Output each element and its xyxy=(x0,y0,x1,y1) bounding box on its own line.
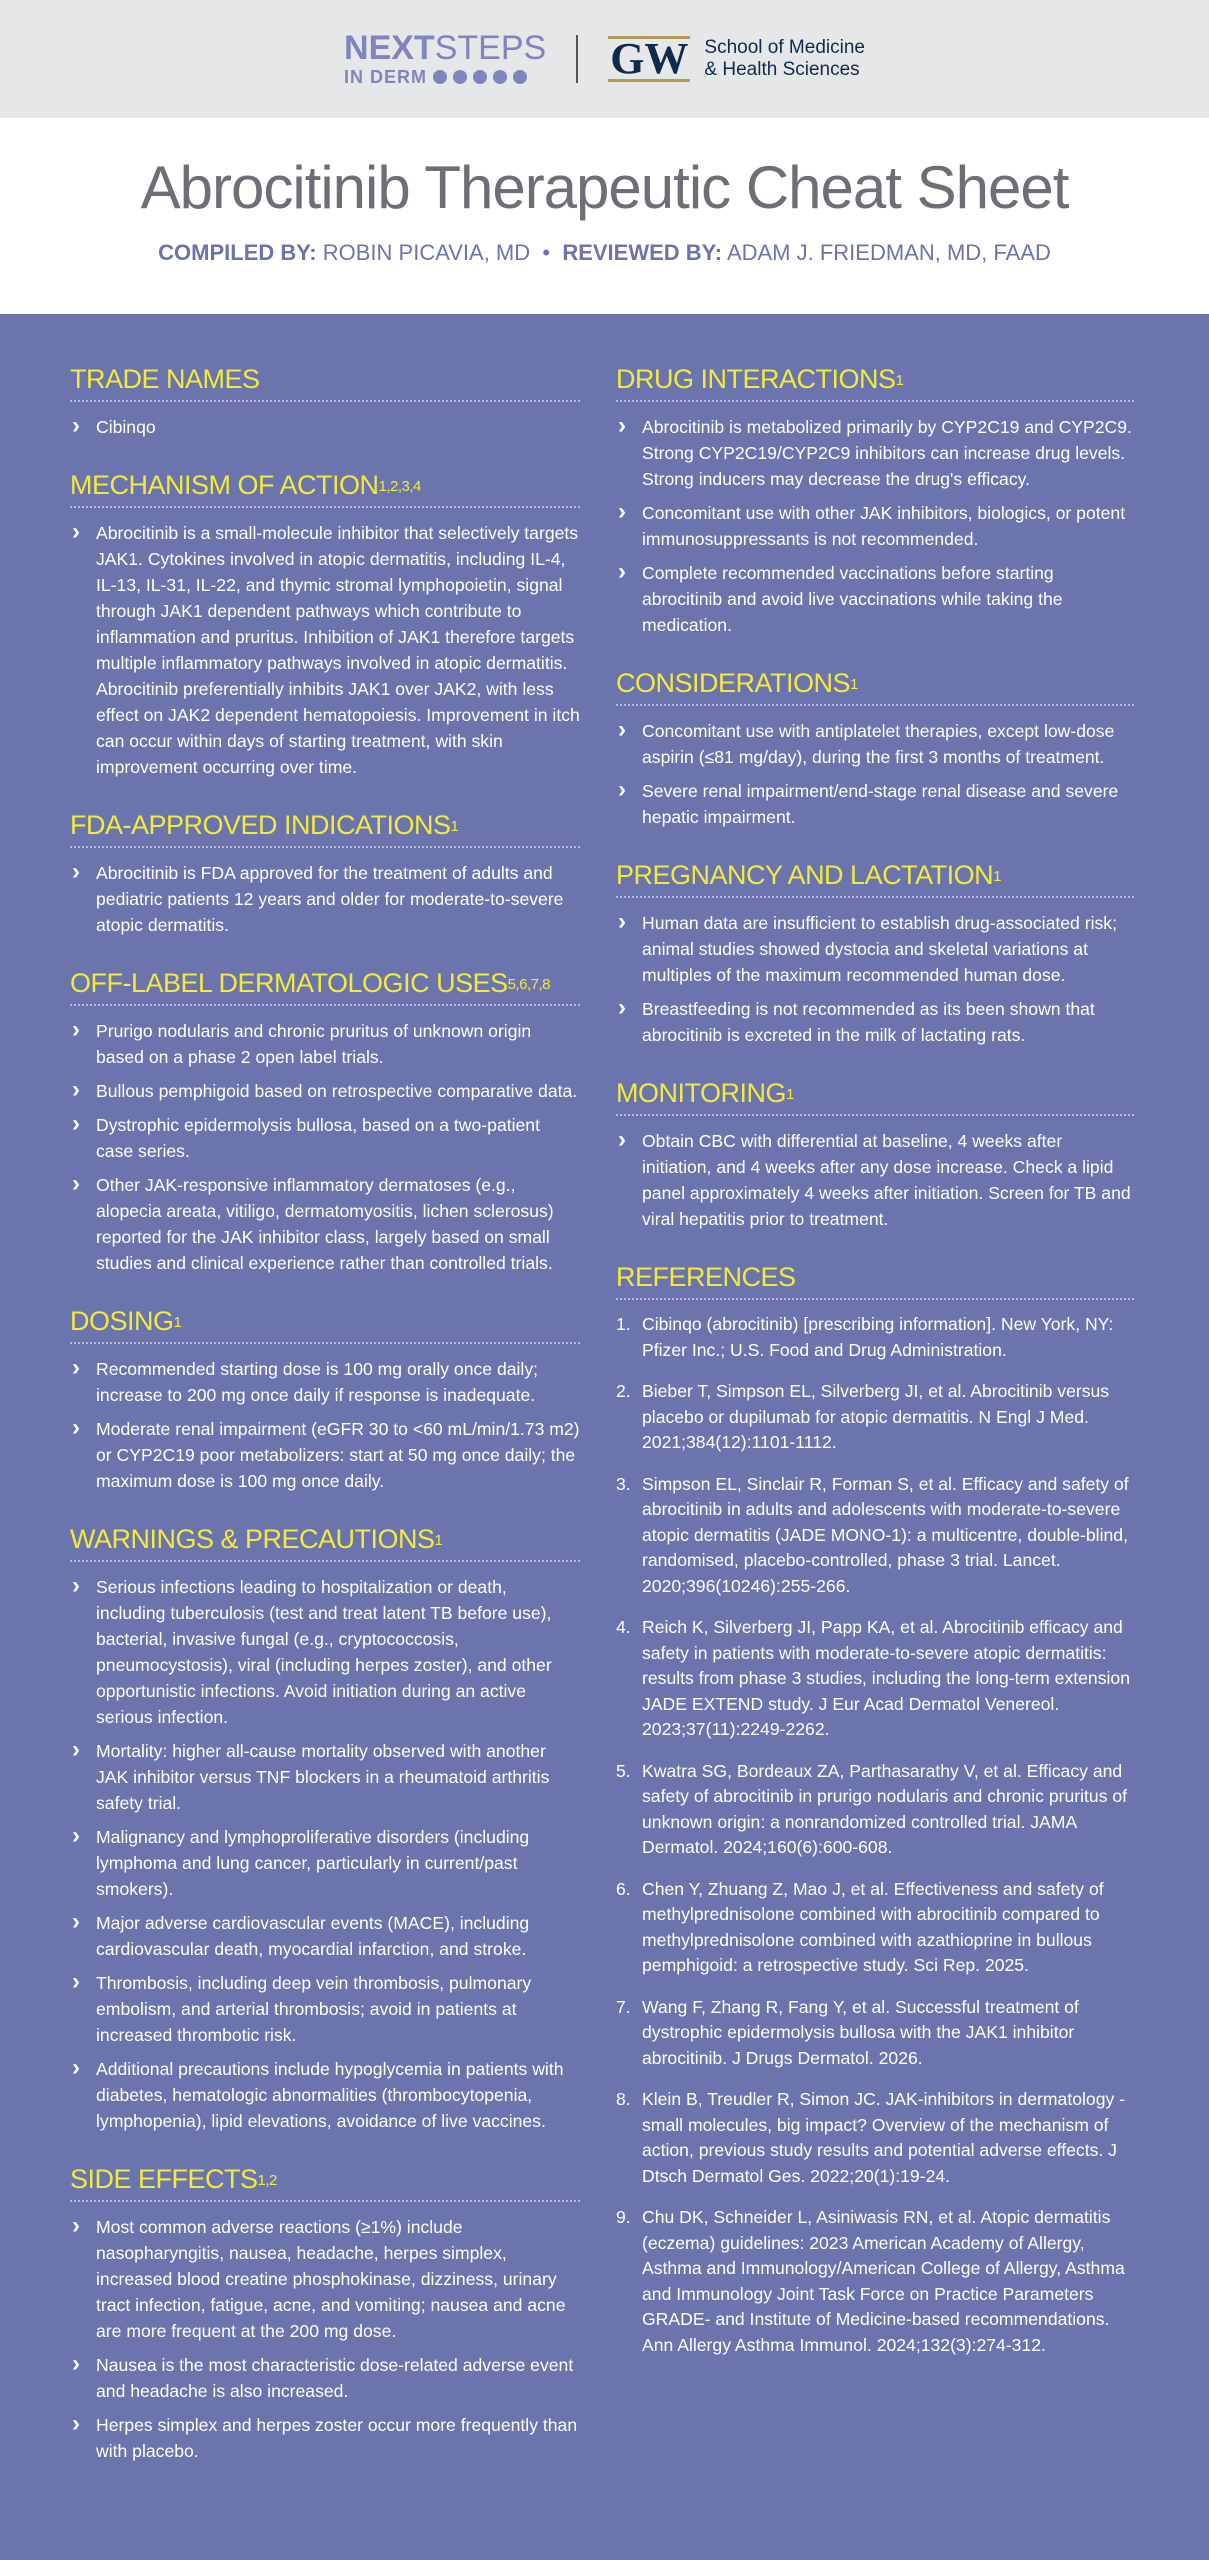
list-item: › Moderate renal impairment (eGFR 30 to <60 mL/min/1.73 m2) or CYP2C19 poor metabolizers: start at 50 mg once daily; the maximum dose is 100 mg once daily. xyxy=(70,1416,580,1494)
section-heading: CONSIDERATIONS$^1$ xyxy=(616,666,1134,706)
list-item: › Complete recommended vaccinations before starting abrocitinib and avoid live vaccinations while taking the medication. xyxy=(616,560,1134,638)
list-item: › Bullous pemphigoid based on retrospective comparative data. xyxy=(70,1078,580,1104)
section-heading: FDA-APPROVED INDICATIONS$^1$ xyxy=(70,808,580,848)
dot-icon xyxy=(473,70,487,84)
section-fda-indications xyxy=(70,808,580,938)
dot-icon xyxy=(453,70,467,84)
section-heading: MONITORING$^1$ xyxy=(616,1076,1134,1116)
list-item: › Most common adverse reactions (≥1%) include nasopharyngitis, nausea, headache, herpes simplex, increased blood creatine phosphokinase, dizziness, urinary tract infection, fatigue, acne, and vomiting; nausea and acne are more frequent at the 200 mg dose. xyxy=(70,2214,580,2344)
logo-divider xyxy=(576,35,578,83)
section-drug-interactions xyxy=(616,362,1134,638)
title-area xyxy=(0,118,1209,314)
section-monitoring xyxy=(616,1076,1134,1232)
list-item: › Dystrophic epidermolysis bullosa, based on a two-patient case series. xyxy=(70,1112,580,1164)
reference-item: 6. Chen Y, Zhuang Z, Mao J, et al. Effectiveness and safety of methylprednisolone combined with abrocitinib compared to methylprednisolone combined with azathioprine in bullous pemphigoid: a retrospective study. Sci Rep. 2025. xyxy=(616,1878,1104,1975)
list-item: › Human data are insufficient to establish drug-associated risk; animal studies showed dystocia and skeletal variations at multiples of the maximum recommended human dose. xyxy=(616,910,1134,988)
section-heading: SIDE EFFECTS$^{1,2}$ xyxy=(70,2162,580,2202)
reference-item: 7. Wang F, Zhang R, Fang Y, et al. Successful treatment of dystrophic epidermolysis bullosa with the JAK1 inhibitor abrocitinib. J Drugs Dermatol. 2026. xyxy=(616,1996,1079,2068)
section-trade-names xyxy=(70,362,580,440)
section-references xyxy=(616,1260,1134,2358)
section-heading: OFF-LABEL DERMATOLOGIC USES$^{5,6,7,8}$ xyxy=(70,966,580,1006)
section-dosing xyxy=(70,1304,580,1494)
section-heading: REFERENCES xyxy=(616,1260,1134,1300)
dot-icon xyxy=(513,70,527,84)
list-item: › Major adverse cardiovascular events (MACE), including cardiovascular death, myocardial infarction, and stroke. xyxy=(70,1910,580,1962)
section-heading: TRADE NAMES xyxy=(70,362,580,402)
reference-item: 2. Bieber T, Simpson EL, Silverberg JI, et al. Abrocitinib versus placebo or dupilumab for atopic dermatitis. N Engl J Med. 2021;384(12):1101-1112. xyxy=(616,1381,1110,1452)
reference-item: 4. Reich K, Silverberg JI, Papp KA, et al. Abrocitinib efficacy and safety in patients with moderate-to-severe atopic dermatitis: results from phase 3 studies, including the long-term extension JADE EXTEND study. J Eur Acad Dermatol Venereol. 2023;37(11):2249-2262. xyxy=(616,1617,1130,1739)
list-item: › Concomitant use with antiplatelet therapies, except low-dose aspirin (≤81 mg/day), during the first 3 months of treatment. xyxy=(616,718,1134,770)
section-heading: DOSING$^1$ xyxy=(70,1304,580,1344)
list-item: › Other JAK-responsive inflammatory dermatoses (e.g., alopecia areata, vitiligo, dermatomyositis, lichen sclerosus) reported for the JAK inhibitor class, largely based on small studies and clinical experience rather than controlled trials. xyxy=(70,1172,580,1276)
list-item: › Obtain CBC with differential at baseline, 4 weeks after initiation, and 4 weeks after any dose increase. Check a lipid panel approximately 4 weeks after initiation. Screen for TB and viral hepatitis prior to treatment. xyxy=(616,1128,1134,1232)
reference-item: 1. Cibinqo (abrocitinib) [prescribing information]. New York, NY: Pfizer Inc.; U.S. Food and Drug Administration. xyxy=(616,1314,1114,1360)
gw-logo: GW School of Medicine & Health Sciences xyxy=(610,34,865,83)
list-item: › Cibinqo xyxy=(70,414,580,440)
header-bar xyxy=(0,0,1209,118)
list-item: › Malignancy and lymphoproliferative disorders (including lymphoma and lung cancer, particularly in current/past smokers). xyxy=(70,1824,580,1902)
section-side-effects xyxy=(70,2162,580,2464)
left-column xyxy=(70,362,580,2492)
section-heading: WARNINGS & PRECAUTIONS$^1$ xyxy=(70,1522,580,1562)
reference-item: 5. Kwatra SG, Bordeaux ZA, Parthasarathy V, et al. Efficacy and safety of abrocitinib in prurigo nodularis and chronic pruritus of unknown origin: a nonrandomized controlled trial. JAMA Dermatol. 2024;160(6):600-608. xyxy=(616,1760,1128,1857)
section-pregnancy xyxy=(616,858,1134,1048)
list-item: › Nausea is the most characteristic dose-related adverse event and headache is also increased. xyxy=(70,2352,580,2404)
list-item: › Prurigo nodularis and chronic pruritus of unknown origin based on a phase 2 open label trials. xyxy=(70,1018,580,1070)
credits: COMPILED BY: ROBIN PICAVIA, MD • REVIEWED BY: ADAM J. FRIEDMAN, MD, FAAD xyxy=(158,240,1051,265)
next-steps-logo: NEXTSTEPS IN DERM xyxy=(344,28,547,87)
list-item: › Abrocitinib is metabolized primarily by CYP2C19 and CYP2C9. Strong CYP2C19/CYP2C9 inhibitors can increase drug levels. Strong inducers may decrease the drug's efficacy. xyxy=(616,414,1134,492)
list-item: › Concomitant use with other JAK inhibitors, biologics, or potent immunosuppressants is not recommended. xyxy=(616,500,1134,552)
reference-item: 3. Simpson EL, Sinclair R, Forman S, et al. Efficacy and safety of abrocitinib in adults and adolescents with moderate-to-severe atopic dermatitis (JADE MONO-1): a multicentre, double-blind, randomised, placebo-controlled, phase 3 trial. Lancet. 2020;396(10246):255-266. xyxy=(616,1473,1129,1596)
reference-item: 9. Chu DK, Schneider L, Asiniwasis RN, et al. Atopic dermatitis (eczema) guidelines: 2023 American Academy of Allergy, Asthma and Immunology/American College of Allergy, Asthma and Immunology Joint Task Force on Practice Parameters GRADE- and Institute of Medicine-based recommendations. Ann Allergy Asthma Immunol. 2024;132(3):274-312. xyxy=(616,2207,1125,2355)
section-off-label xyxy=(70,966,580,1276)
list-item: › Severe renal impairment/end-stage renal disease and severe hepatic impairment. xyxy=(616,778,1134,830)
section-heading: DRUG INTERACTIONS$^1$ xyxy=(616,362,1134,402)
section-considerations xyxy=(616,666,1134,830)
section-heading: PREGNANCY AND LACTATION$^1$ xyxy=(616,858,1134,898)
content-area xyxy=(0,314,1209,2560)
list-item: › Serious infections leading to hospitalization or death, including tuberculosis (test and treat latent TB before use), bacterial, invasive fungal (e.g., cryptococcosis, pneumocystosis), viral (including herpes zoster), and other opportunistic infections. Avoid initiation during an active serious infection. xyxy=(70,1574,580,1730)
section-heading: MECHANISM OF ACTION$^{1,2,3,4}$ xyxy=(70,468,580,508)
page-title: Abrocitinib Therapeutic Cheat Sheet xyxy=(140,154,1069,221)
section-mechanism xyxy=(70,468,580,780)
list-item: › Thrombosis, including deep vein thrombosis, pulmonary embolism, and arterial thrombosis; avoid in patients at increased thrombotic risk. xyxy=(70,1970,580,2048)
list-item: › Mortality: higher all-cause mortality observed with another JAK inhibitor versus TNF blockers in a rheumatoid arthritis safety trial. xyxy=(70,1738,580,1816)
reference-item: 8. Klein B, Treudler R, Simon JC. JAK-inhibitors in dermatology - small molecules, big impact? Overview of the mechanism of action, previous study results and potential adverse effects. J Dtsch Dermatol Ges. 2022;20(1):19-24. xyxy=(616,2089,1126,2186)
list-item: › Breastfeeding is not recommended as its been shown that abrocitinib is excreted in the milk of lactating rats. xyxy=(616,996,1134,1048)
dot-icon xyxy=(493,70,507,84)
dot-icon xyxy=(433,70,447,84)
list-item: › Additional precautions include hypoglycemia in patients with diabetes, hematologic abnormalities (thrombocytopenia, lymphopenia), lipid elevations, avoidance of live vaccines. xyxy=(70,2056,580,2134)
right-column xyxy=(616,362,1134,2386)
list-item: › Abrocitinib is a small-molecule inhibitor that selectively targets JAK1. Cytokines involved in atopic dermatitis, including IL-4, IL-13, IL-31, IL-22, and thymic stromal lymphopoietin, signal through JAK1 dependent pathways which contribute to inflammation and pruritus. Inhibition of JAK1 therefore targets multiple inflammatory pathways involved in atopic dermatitis. Abrocitinib preferentially inhibits JAK1 over JAK2, with less effect on JAK2 dependent hematopoiesis. Improvement in itch can occur within days of starting treatment, with skin improvement occurring over time. xyxy=(70,520,580,780)
section-warnings xyxy=(70,1522,580,2134)
list-item: › Abrocitinib is FDA approved for the treatment of adults and pediatric patients 12 years and older for moderate-to-severe atopic dermatitis. xyxy=(70,860,580,938)
list-item: › Recommended starting dose is 100 mg orally once daily; increase to 200 mg once daily if response is inadequate. xyxy=(70,1356,580,1408)
list-item: › Herpes simplex and herpes zoster occur more frequently than with placebo. xyxy=(70,2412,580,2464)
